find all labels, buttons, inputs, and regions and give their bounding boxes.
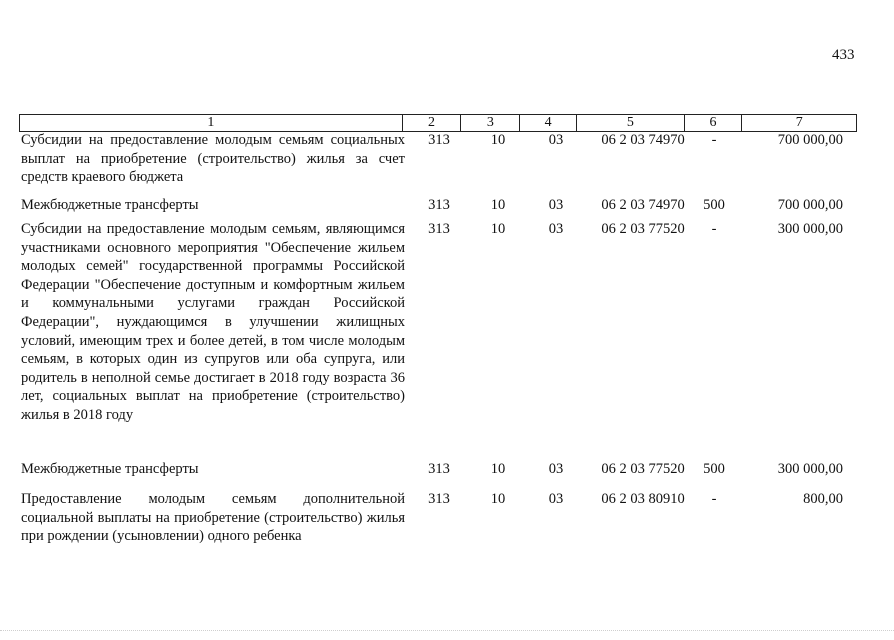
row-name: Субсидии на предоставление молодым семьям, являющимся участниками основного мероприятия "Обеспечение жильем молодых семей" государственной программы Российской Федерации "Обеспечение доступным и комфортным жильем и коммунальными услугами граждан Российской Федерации", нуждающимся в улучшении жилищных условий, имеющим трех и более детей, в том числе молодым семьям, в которых один из супругов или оба супруга, или родитель в неполной семье достигает в 2018 году возраста 36 лет, социальных выплат на приобретение (строительство) жилья в 2018 году — [21, 221, 405, 423]
table-row — [21, 131, 843, 187]
row-col-6: 500 — [703, 461, 725, 477]
header-col-1: 1 — [20, 115, 403, 131]
row-col-5: 06 2 03 77520 — [601, 461, 685, 477]
row-col-7: 300 000,00 — [777, 461, 843, 477]
table-row — [21, 220, 843, 425]
row-col-2: 313 — [428, 491, 450, 507]
table-header — [19, 114, 857, 132]
table-row — [21, 490, 843, 546]
row-name: Межбюджетные трансферты — [21, 197, 199, 213]
row-col-7: 800,00 — [803, 491, 843, 507]
row-col-4: 03 — [548, 132, 564, 148]
row-col-7: 700 000,00 — [777, 132, 843, 148]
page-number: 433 — [832, 47, 855, 63]
table-row — [21, 460, 843, 479]
row-col-4: 03 — [548, 461, 564, 477]
row-col-3: 10 — [490, 461, 506, 477]
table-row — [21, 196, 843, 215]
row-col-3: 10 — [490, 197, 506, 213]
row-col-4: 03 — [548, 491, 564, 507]
row-col-3: 10 — [490, 221, 506, 237]
header-col-7: 7 — [795, 115, 803, 130]
row-col-5: 06 2 03 74970 — [601, 197, 685, 213]
header-col-6: 6 — [685, 115, 743, 131]
row-col-5: 06 2 03 77520 — [601, 221, 685, 237]
header-col-5: 5 — [577, 115, 685, 131]
header-col-3: 3 — [461, 115, 520, 131]
row-col-5: 06 2 03 74970 — [601, 132, 685, 148]
row-name: Предоставление молодым семьям дополнительной социальной выплаты на приобретение (строительство) жилья при рождении (усыновлении) одного ребенка — [21, 491, 405, 545]
row-col-2: 313 — [428, 197, 450, 213]
row-col-4: 03 — [548, 221, 564, 237]
row-col-2: 313 — [428, 461, 450, 477]
row-col-3: 10 — [490, 491, 506, 507]
row-col-3: 10 — [490, 132, 506, 148]
header-col-2: 2 — [403, 115, 462, 131]
row-name: Субсидии на предоставление молодым семьям социальных выплат на приобретение (строительство) жилья за счет средств краевого бюджета — [21, 132, 405, 186]
scan-edge-line — [0, 630, 894, 632]
row-col-7: 700 000,00 — [777, 197, 843, 213]
row-col-5: 06 2 03 80910 — [601, 491, 685, 507]
row-col-6: - — [711, 221, 717, 237]
row-col-4: 03 — [548, 197, 564, 213]
row-col-6: 500 — [703, 197, 725, 213]
row-col-2: 313 — [428, 221, 450, 237]
row-name: Межбюджетные трансферты — [21, 461, 199, 477]
row-col-2: 313 — [428, 132, 450, 148]
row-col-6: - — [711, 132, 717, 148]
row-col-6: - — [711, 491, 717, 507]
row-col-7: 300 000,00 — [777, 221, 843, 237]
header-col-4: 4 — [520, 115, 577, 131]
